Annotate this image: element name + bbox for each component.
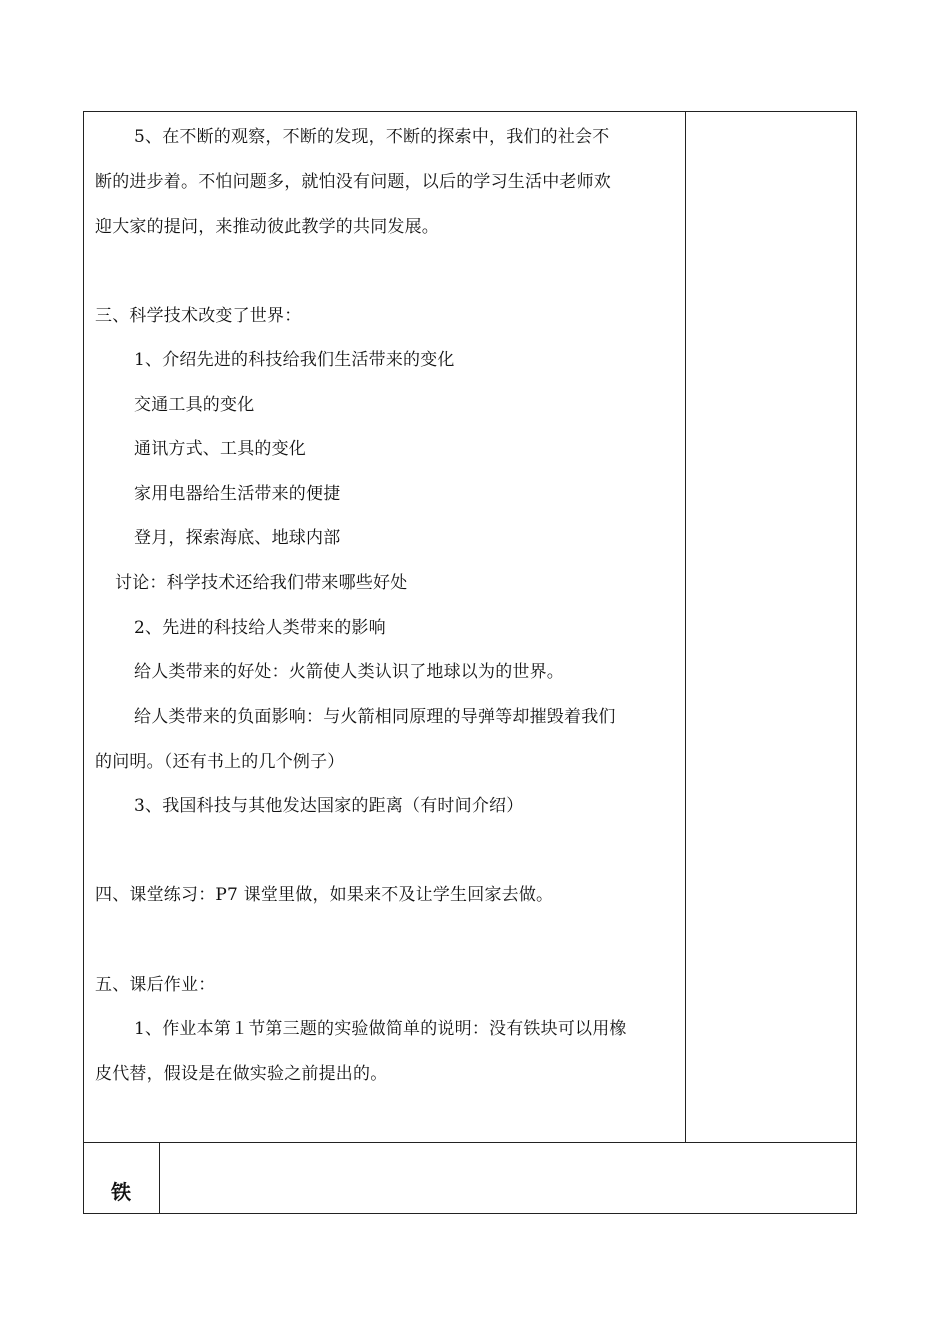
paragraph-line: 的问明。（还有书上的几个例子） [95, 752, 345, 772]
paragraph-line: 1、作业本第１节第三题的实验做简单的说明：没有铁块可以用橡 [134, 1019, 627, 1039]
section-heading: 五、课后作业： [95, 975, 216, 995]
footer-cell-divider [159, 1142, 160, 1213]
lesson-table [83, 111, 857, 1214]
section-heading: 三、科学技术改变了世界： [95, 306, 302, 326]
paragraph-line: 1、介绍先进的科技给我们生活带来的变化 [134, 350, 455, 370]
paragraph-line: 断的进步着。不怕问题多，就怕没有问题，以后的学习生活中老师欢 [95, 172, 611, 192]
paragraph-line: 皮代替，假设是在做实验之前提出的。 [95, 1064, 388, 1084]
paragraph-line: 登月，探索海底、地球内部 [134, 528, 341, 548]
paragraph-line: 给人类带来的好处：火箭使人类认识了地球以为的世界。 [134, 662, 564, 682]
paragraph-line: 讨论：科学技术还给我们带来哪些好处 [115, 573, 408, 593]
paragraph-line: 通讯方式、工具的变化 [134, 439, 306, 459]
footer-row-label: 铁 [111, 1180, 131, 1204]
paragraph-line: 家用电器给生活带来的便捷 [134, 484, 341, 504]
paragraph-line: 5、在不断的观察，不断的发现，不断的探索中，我们的社会不 [134, 127, 610, 147]
paragraph-line: 迎大家的提问，来推动彼此教学的共同发展。 [95, 217, 439, 237]
table-column-divider [685, 112, 686, 1142]
paragraph-line: 3、我国科技与其他发达国家的距离（有时间介绍） [134, 796, 524, 816]
table-row-divider [84, 1142, 856, 1143]
paragraph-line: 交通工具的变化 [134, 395, 255, 415]
paragraph-line: 2、先进的科技给人类带来的影响 [134, 618, 386, 638]
section-heading: 四、课堂练习：P7 课堂里做，如果来不及让学生回家去做。 [95, 885, 554, 905]
paragraph-line: 给人类带来的负面影响：与火箭相同原理的导弹等却摧毁着我们 [134, 707, 616, 727]
